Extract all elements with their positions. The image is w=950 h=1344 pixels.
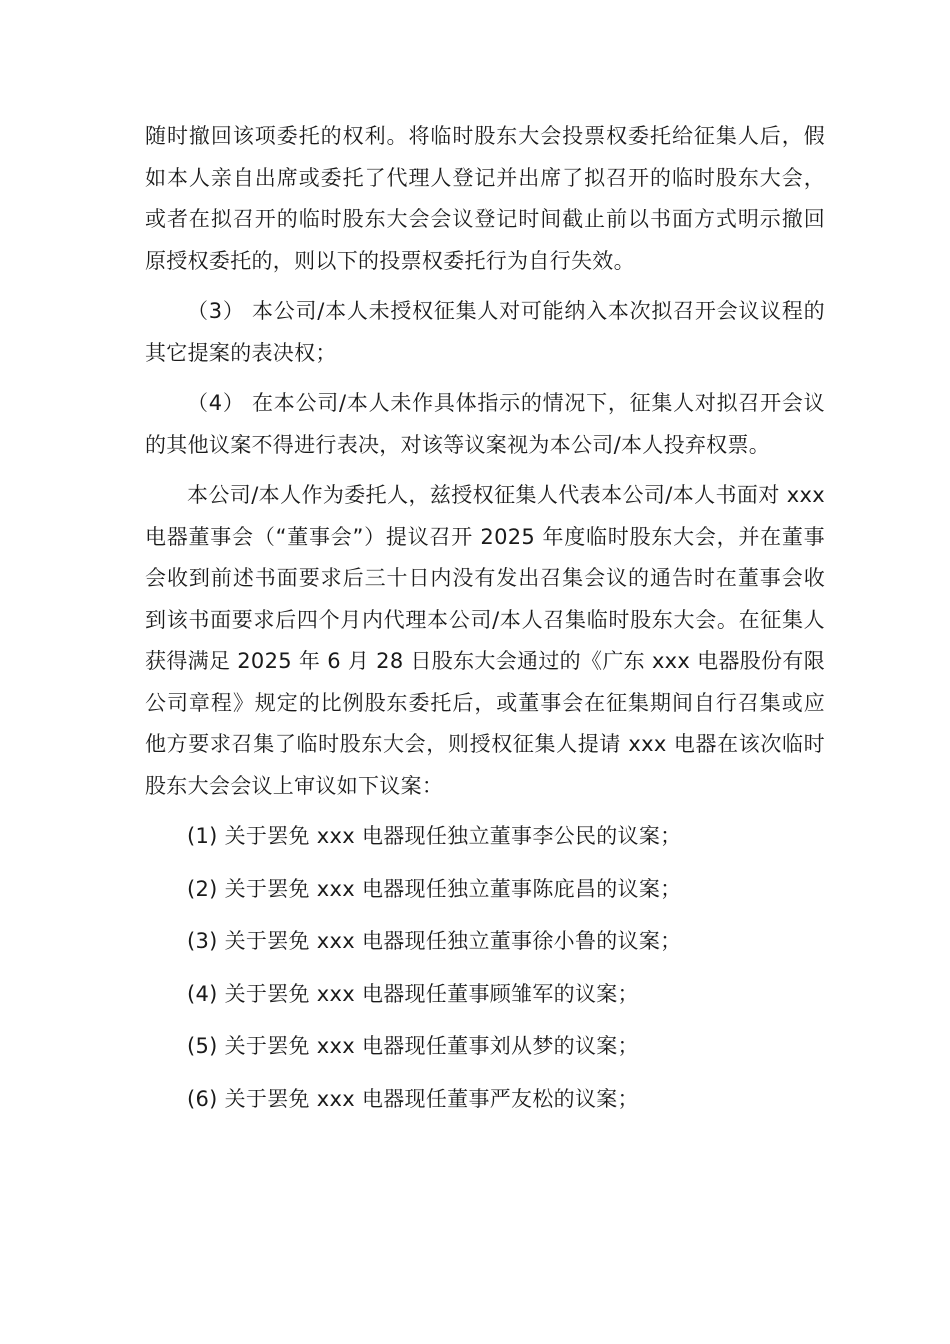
list-item: (4) 关于罢免 xxx 电器现任董事顾雏军的议案； <box>187 981 639 1006</box>
document-body <box>145 116 825 1131</box>
motion-list <box>145 816 825 1120</box>
paragraph-authorization: 本公司/本人作为委托人，兹授权征集人代表本公司/本人书面对 xxx 电器董事会（“董事会”）提议召开 2025 年度临时股东大会，并在董事会收到前述书面要求后三十日内没有发出召集会议的通告时在董事会收到该书面要求后四个月内代理本公司/本人召集临时股东大会。在征集人获得满足 2025 年 6 月 28 日股东大会通过的《广东 xxx 电器股份有限公司章程》规定的比例股东委托后，或董事会在征集期间自行召集或应他方要求召集了临时股东大会，则授权征集人提请 xxx 电器在该次临时股东大会会议上审议如下议案： <box>145 483 825 798</box>
list-item: (6) 关于罢免 xxx 电器现任董事严友松的议案； <box>187 1086 639 1111</box>
paragraph-1: 随时撤回该项委托的权利。将临时股东大会投票权委托给征集人后，假如本人亲自出席或委托了代理人登记并出席了拟召开的临时股东大会，或者在拟召开的临时股东大会会议登记时间截止前以书面方式明示撤回原授权委托的，则以下的投票权委托行为自行失效。 <box>145 124 825 273</box>
paragraph-item-3: （3） 本公司/本人未授权征集人对可能纳入本次拟召开会议议程的其它提案的表决权； <box>145 299 825 365</box>
list-item: (5) 关于罢免 xxx 电器现任董事刘从梦的议案； <box>187 1034 639 1058</box>
list-item: (3) 关于罢免 xxx 电器现任独立董事徐小鲁的议案； <box>187 929 682 953</box>
list-item: (1) 关于罢免 xxx 电器现任独立董事李公民的议案； <box>187 824 682 848</box>
paragraph-item-4: （4） 在本公司/本人未作具体指示的情况下，征集人对拟召开会议的其他议案不得进行表决，对该等议案视为本公司/本人投弃权票。 <box>145 391 825 457</box>
list-item: (2) 关于罢免 xxx 电器现任独立董事陈庇昌的议案； <box>187 876 682 901</box>
